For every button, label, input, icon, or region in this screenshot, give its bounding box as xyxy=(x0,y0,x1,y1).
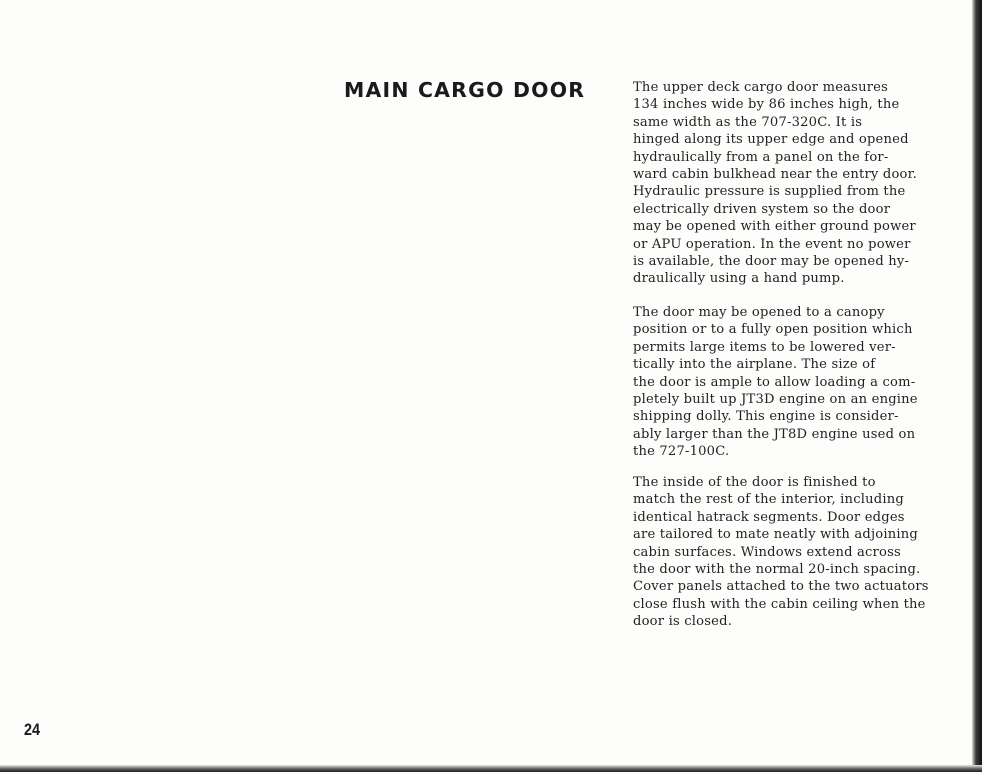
page-bottom-edge xyxy=(0,765,982,772)
paragraph-2 xyxy=(633,304,918,461)
paragraph-3 xyxy=(633,474,929,631)
text-line: draulically using a hand pump. xyxy=(633,271,845,287)
text-line: shipping dolly. This engine is consider- xyxy=(633,409,899,425)
text-line: permits large items to be lowered ver- xyxy=(633,339,896,355)
text-line: pletely built up JT3D engine on an engine xyxy=(633,392,918,408)
page-number: 24 xyxy=(24,720,41,739)
text-line: The inside of the door is finished to xyxy=(633,475,876,490)
text-line: position or to a fully open position which xyxy=(633,322,913,338)
text-line: The upper deck cargo door measures xyxy=(633,80,889,95)
text-line: door is closed. xyxy=(633,614,733,630)
text-line: or APU operation. In the event no power xyxy=(633,236,911,252)
text-line: are tailored to mate neatly with adjoining xyxy=(633,527,918,543)
text-line: ward cabin bulkhead near the entry door. xyxy=(633,167,917,183)
text-line: identical hatrack segments. Door edges xyxy=(633,509,905,525)
text-line: ably larger than the JT8D engine used on xyxy=(633,426,916,442)
text-line: electrically driven system so the door xyxy=(633,201,891,217)
text-line: Hydraulic pressure is supplied from the xyxy=(633,184,906,200)
text-line: is available, the door may be opened hy- xyxy=(633,254,910,270)
text-line: tically into the airplane. The size of xyxy=(633,357,876,373)
text-line: close flush with the cabin ceiling when the xyxy=(633,596,926,612)
text-line: hinged along its upper edge and opened xyxy=(633,132,909,148)
text-line: cabin surfaces. Windows extend across xyxy=(633,544,901,560)
text-line: may be opened with either ground power xyxy=(633,219,916,235)
text-line: match the rest of the interior, including xyxy=(633,492,904,508)
section-heading: MAIN CARGO DOOR xyxy=(344,78,586,102)
text-line: 134 inches wide by 86 inches high, the xyxy=(633,97,900,113)
page-binding-edge xyxy=(972,0,982,772)
text-line: the door is ample to allow loading a com- xyxy=(633,374,916,390)
text-line: hydraulically from a panel on the for- xyxy=(633,149,889,165)
paragraph-1 xyxy=(633,79,917,288)
text-line: the 727-100C. xyxy=(633,444,730,460)
text-line: the door with the normal 20-inch spacing. xyxy=(633,562,921,578)
text-line: Cover panels attached to the two actuators xyxy=(633,579,929,595)
text-line: same width as the 707-320C. It is xyxy=(633,114,863,130)
text-line: The door may be opened to a canopy xyxy=(633,305,885,320)
